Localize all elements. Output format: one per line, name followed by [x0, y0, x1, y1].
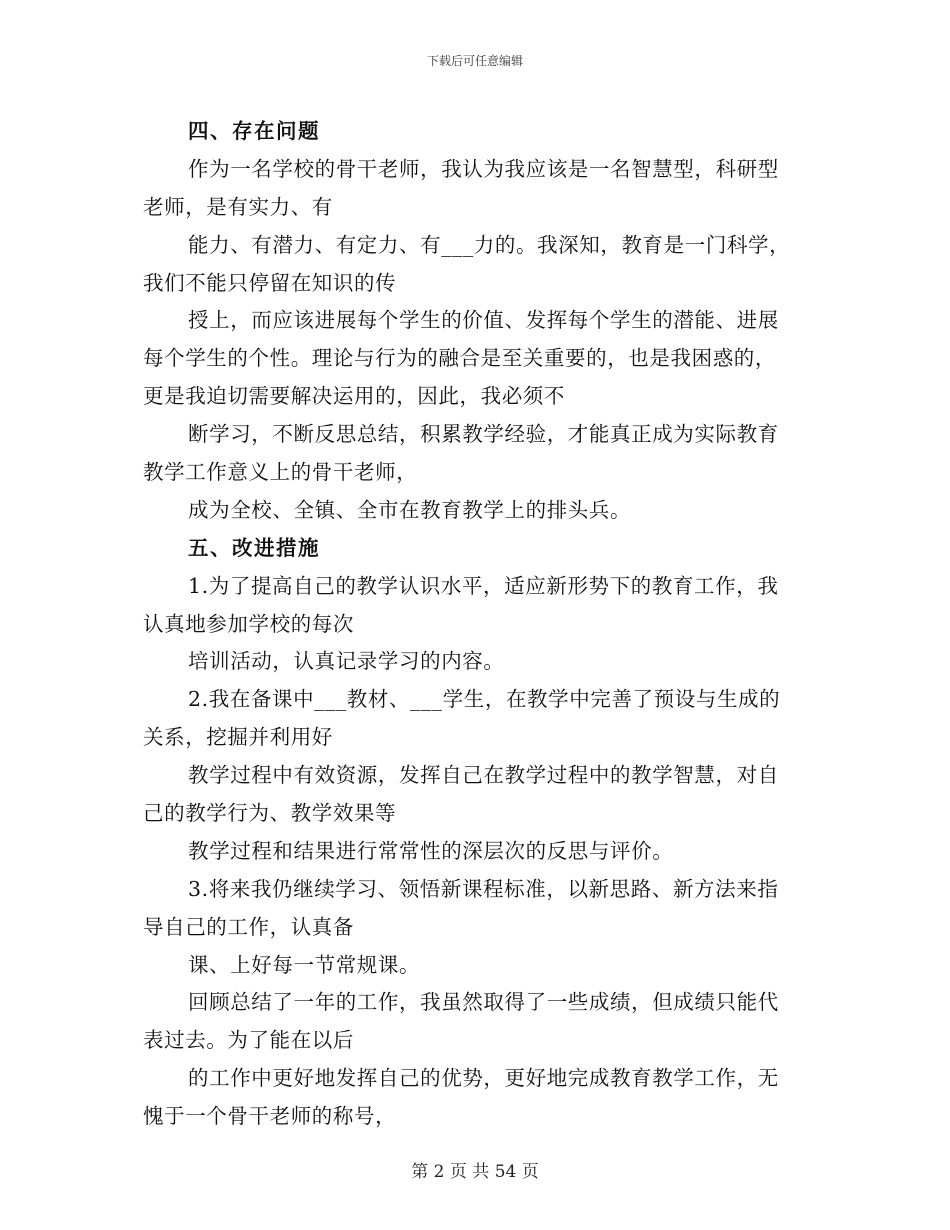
- text-line: 表过去。为了能在以后: [143, 1028, 354, 1053]
- text-line: 授上，而应该进展每个学生的价值、发挥每个学生的潜能、进展: [188, 308, 779, 333]
- text-line: 课、上好每一节常规课。: [188, 952, 421, 977]
- text-line: 老师，是有实力、有: [143, 194, 333, 219]
- text-line: 断学习，不断反思总结，积累教学经验，才能真正成为实际教育: [188, 422, 779, 447]
- text-line: 愧于一个骨干老师的称号，: [143, 1104, 397, 1129]
- text-line: 教学过程和结果进行常常性的深层次的反思与评价。: [188, 838, 674, 863]
- section-heading: 五、改进措施: [188, 535, 320, 560]
- text-line: 2.我在备课中___教材、___学生，在教学中完善了预设与生成的: [188, 687, 781, 712]
- text-line: 我们不能只停留在知识的传: [143, 270, 397, 295]
- text-line: 关系，挖掘并利用好: [143, 725, 333, 750]
- text-line: 培训活动，认真记录学习的内容。: [188, 649, 505, 674]
- text-line: 成为全校、全镇、全市在教育教学上的排头兵。: [188, 497, 632, 522]
- text-line: 认真地参加学校的每次: [143, 611, 354, 636]
- text-line: 1.为了提高自己的教学认识水平，适应新形势下的教育工作，我: [188, 573, 779, 598]
- text-line: 作为一名学校的骨干老师，我认为我应该是一名智慧型，科研型: [188, 156, 779, 181]
- text-line: 3.将来我仍继续学习、领悟新课程标准，以新思路、新方法来指: [188, 876, 779, 901]
- page-header: 下载后可任意编辑: [426, 54, 523, 68]
- text-line: 每个学生的个性。理论与行为的融合是至关重要的，也是我困惑的，: [143, 346, 776, 371]
- text-line: 教学工作意义上的骨干老师，: [143, 460, 418, 485]
- text-line: 能力、有潜力、有定力、有___力的。我深知，教育是一门科学，: [188, 232, 791, 257]
- section-heading: 四、存在问题: [188, 119, 320, 143]
- text-line: 导自己的工作，认真备: [143, 914, 354, 939]
- page-number-footer: 第 2 页 共 54 页: [411, 1162, 539, 1182]
- text-line: 的工作中更好地发挥自己的优势，更好地完成教育教学工作，无: [188, 1066, 779, 1091]
- text-line: 教学过程中有效资源，发挥自己在教学过程中的教学智慧，对自: [188, 763, 779, 788]
- text-line: 更是我迫切需要解决运用的，因此，我必须不: [143, 384, 565, 409]
- text-line: 己的教学行为、教学效果等: [143, 801, 397, 826]
- document-body: [143, 113, 803, 1136]
- text-line: 回顾总结了一年的工作，我虽然取得了一些成绩，但成绩只能代: [188, 990, 779, 1015]
